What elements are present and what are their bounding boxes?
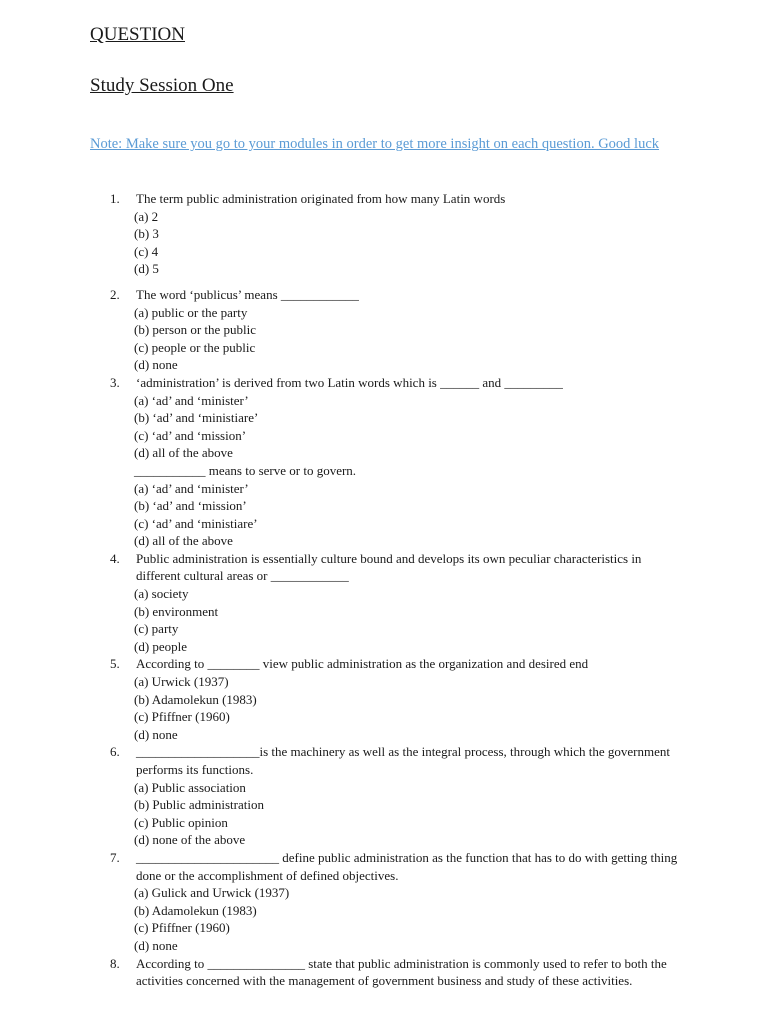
question-text: The word ‘publicus’ means ____________: [136, 286, 359, 302]
option: (b) environment: [134, 603, 219, 619]
option: (a) ‘ad’ and ‘minister’: [134, 392, 249, 408]
option: (a) Public association: [134, 779, 246, 795]
question-1: [0, 190, 768, 208]
question-text: ‘administration’ is derived from two Latin words which is ______ and _________: [136, 374, 563, 390]
option: (c) Pfiffner (1960): [134, 920, 230, 936]
option: (d) people: [134, 638, 188, 654]
option: (b) Adamolekun (1983): [134, 902, 257, 918]
option: (c) Public opinion: [134, 814, 228, 830]
question-number: 3.: [110, 374, 120, 390]
option: (d) none: [134, 357, 178, 373]
question-list: [0, 190, 768, 990]
option: (b) 3: [134, 226, 159, 242]
question-8: [0, 955, 768, 990]
option: (b) ‘ad’ and ‘mission’: [134, 498, 247, 514]
option: (a) Gulick and Urwick (1937): [134, 885, 290, 901]
option: (c) Pfiffner (1960): [134, 709, 230, 725]
option: (c) ‘ad’ and ‘ministiare’: [134, 515, 258, 531]
option: (a) society: [134, 586, 189, 602]
question-number: 1.: [110, 191, 120, 206]
session-title: Study Session One: [90, 75, 234, 96]
option: (b) Adamolekun (1983): [134, 691, 257, 707]
question-2: [0, 286, 768, 304]
page-title: QUESTION: [90, 24, 185, 45]
modules-note-link[interactable]: Note: Make sure you go to your modules in order to get more insight on each question. Good luck: [90, 136, 660, 152]
option: (b) person or the public: [134, 322, 257, 338]
option: (a) Urwick (1937): [134, 674, 229, 690]
option: (d) none of the above: [134, 832, 246, 848]
question-text: ___________________is the machinery as well as the integral process, through which the government performs its functions.: [136, 744, 670, 777]
option: (c) ‘ad’ and ‘mission’: [134, 427, 247, 443]
option: (d) all of the above: [134, 445, 233, 461]
question-text: Public administration is essentially culture bound and develops its own peculiar characteristics in different cultural areas or ____________: [136, 550, 642, 584]
option: (c) people or the public: [134, 339, 256, 355]
question-number: 8.: [110, 955, 120, 971]
option: (a) ‘ad’ and ‘minister’: [134, 480, 249, 496]
option: (c) 4: [134, 243, 159, 259]
question-5: [0, 655, 768, 673]
option: (b) Public administration: [134, 797, 264, 813]
question-text: According to _______________ state that public administration is commonly used to refer to both the activities concerned with the management of government business and study of these activities.: [136, 955, 667, 989]
question-number: 5.: [110, 656, 120, 672]
option: (c) party: [134, 621, 179, 637]
option: (a) public or the party: [134, 304, 248, 320]
option: (d) none: [134, 726, 178, 742]
followup-question-text: ___________ means to serve or to govern.: [134, 462, 357, 478]
option: (d) 5: [134, 261, 159, 277]
question-6: [0, 743, 768, 778]
question-text: The term public administration originated from how many Latin words: [136, 191, 506, 206]
option: (a) 2: [134, 208, 159, 224]
question-number: 7.: [110, 849, 120, 865]
question-4: [0, 550, 768, 585]
option: (b) ‘ad’ and ‘ministiare’: [134, 410, 259, 426]
option: (d) all of the above: [134, 533, 233, 549]
question-text: ______________________ define public administration as the function that has to do with getting thing done or the accomplishment of defined objectives.: [136, 849, 678, 883]
question-7: [0, 849, 768, 884]
question-number: 6.: [110, 744, 120, 760]
question-text: According to ________ view public administration as the organization and desired end: [136, 656, 589, 672]
option: (d) none: [134, 937, 178, 953]
question-number: 4.: [110, 550, 120, 566]
question-3: [0, 374, 768, 392]
question-number: 2.: [110, 286, 120, 302]
